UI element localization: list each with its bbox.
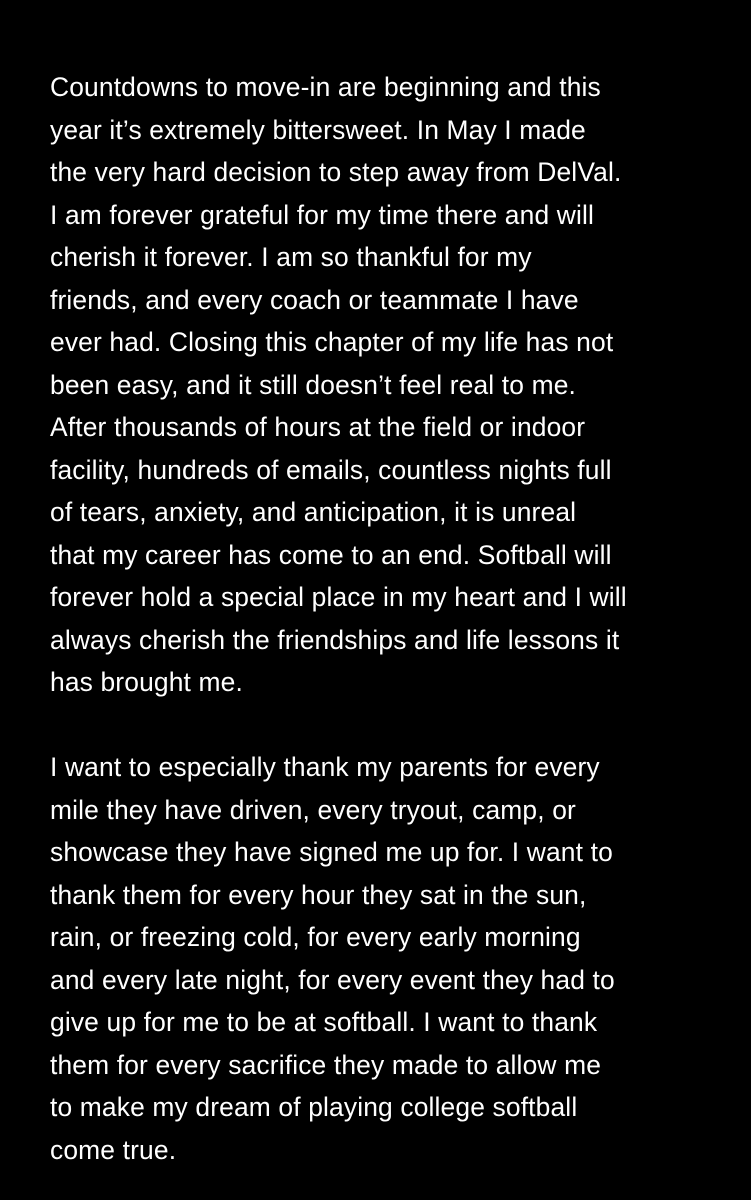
text-line: I am forever grateful for my time there and will: [50, 199, 595, 230]
text-line: always cherish the friendships and life lessons it: [50, 624, 620, 655]
paragraph-farewell: [50, 66, 740, 704]
text-line: and every late night, for every event they had to: [50, 964, 615, 995]
text-line: to make my dream of playing college softball: [50, 1092, 578, 1122]
text-line: come true.: [50, 1134, 177, 1165]
paragraph-spacer: [50, 704, 740, 747]
text-line: facility, hundreds of emails, countless nights full: [50, 454, 612, 485]
text-line: of tears, anxiety, and anticipation, it is unreal: [50, 497, 577, 527]
text-line: year it’s extremely bittersweet. In May I made: [50, 114, 586, 145]
text-line: thank them for every hour they sat in the sun,: [50, 879, 587, 910]
text-line: forever hold a special place in my heart and I will: [50, 582, 627, 612]
text-line: After thousands of hours at the field or indoor: [50, 412, 586, 442]
text-line: the very hard decision to step away from DelVal.: [50, 157, 622, 187]
text-line: that my career has come to an end. Softball will: [50, 539, 612, 570]
text-line: ever had. Closing this chapter of my life has not: [50, 327, 614, 357]
text-line: has brought me.: [50, 667, 243, 697]
text-line: cherish it forever. I am so thankful for my: [50, 242, 532, 272]
text-line: rain, or freezing cold, for every early morning: [50, 922, 581, 952]
text-line: showcase they have signed me up for. I want to: [50, 837, 613, 867]
text-line: mile they have driven, every tryout, camp, or: [50, 794, 576, 825]
text-line: them for every sacrifice they made to allow me: [50, 1049, 602, 1080]
text-line: been easy, and it still doesn’t feel real to me.: [50, 369, 577, 400]
text-line: Countdowns to move-in are beginning and this: [50, 72, 601, 102]
text-line: give up for me to be at softball. I want to thank: [50, 1007, 598, 1037]
text-line: I want to especially thank my parents for every: [50, 752, 600, 782]
text-line: friends, and every coach or teammate I have: [50, 284, 579, 315]
note-body: [50, 66, 740, 1171]
paragraph-thanks-parents: [50, 746, 740, 1171]
